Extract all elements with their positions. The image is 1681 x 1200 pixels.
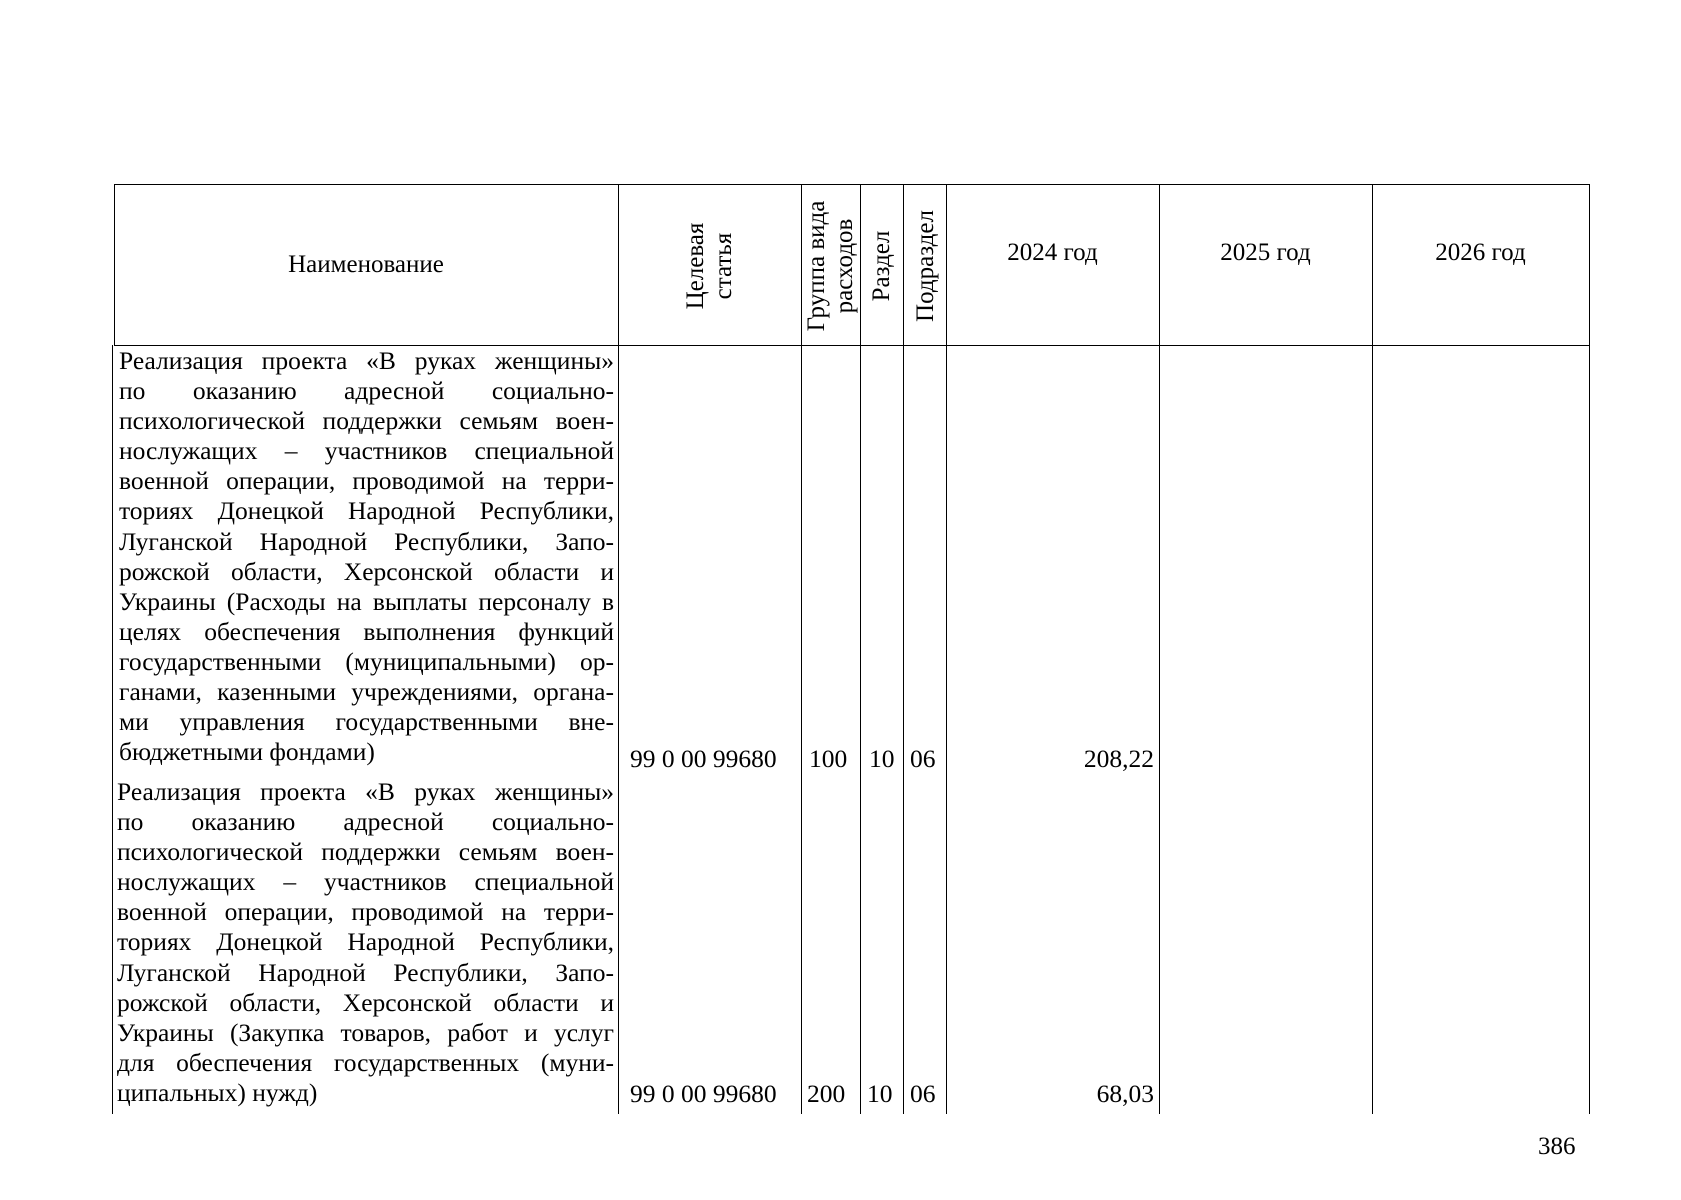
col-border-group [860, 184, 861, 1114]
row-1-target-article: 99 0 00 99680 [630, 744, 777, 773]
page-number: 386 [1538, 1133, 1576, 1160]
col-border-2025 [1372, 184, 1373, 1114]
header-subsection: Подраздел [912, 210, 939, 322]
row-2-target-article: 99 0 00 99680 [630, 1079, 777, 1108]
row-1-name: Реализация проекта «В руках женщины» по оказанию адресной социально- психологической поддержки семьям воен- нослужащих – участников специальной военной операции, проводимой на терри- ториях Донецкой Народной Республики, Луганской Народной Республики, Запо- рожской области, Херсонской области и Украины (Расходы на выплаты персоналу в целях обеспечения выполнения функций государственными (муниципальными) ор- ганами, казенными учреждениями, органа- ми управления государственными вне- бюджетными фондами) [119, 346, 614, 767]
col-border-section [903, 184, 904, 1114]
col-border-name [618, 184, 619, 1114]
row-1-expense-group: 100 [809, 744, 848, 773]
row-2-value-2024: 68,03 [1096, 1079, 1154, 1108]
header-expense-group: Группа вида расходов [803, 200, 858, 332]
row-2-subsection: 06 [910, 1079, 936, 1108]
table-top-border [114, 184, 1590, 185]
row-2-name: Реализация проекта «В руках женщины» по оказанию адресной социально- психологической поддержки семьям воен- нослужащих – участников специальной военной операции, проводимой на терри- ториях Донецкой Народной Республики, Луганской Народной Республики, Запо- рожской области, Херсонской области и Украины (Закупка товаров, работ и услуг для обеспечения государственных (муни- ципальных) нужд) [117, 777, 614, 1107]
col-border-left-body [112, 345, 113, 1114]
header-2026: 2026 год [1435, 239, 1526, 266]
row-1-subsection: 06 [910, 744, 936, 773]
header-name: Наименование [288, 251, 444, 278]
budget-table [114, 184, 1590, 1114]
header-target-article: Целевая статья [682, 222, 737, 310]
header-section: Раздел [868, 230, 895, 302]
col-border-right [1589, 184, 1590, 1114]
row-1-section: 10 [869, 744, 895, 773]
header-2025: 2025 год [1220, 239, 1311, 266]
header-2024: 2024 год [1007, 239, 1098, 266]
row-1-value-2024: 208,22 [1083, 744, 1154, 773]
row-2-section: 10 [867, 1079, 893, 1108]
row-2-expense-group: 200 [807, 1079, 846, 1108]
col-border-subsection [946, 184, 947, 1114]
col-border-target [801, 184, 802, 1114]
col-border-2024 [1159, 184, 1160, 1114]
